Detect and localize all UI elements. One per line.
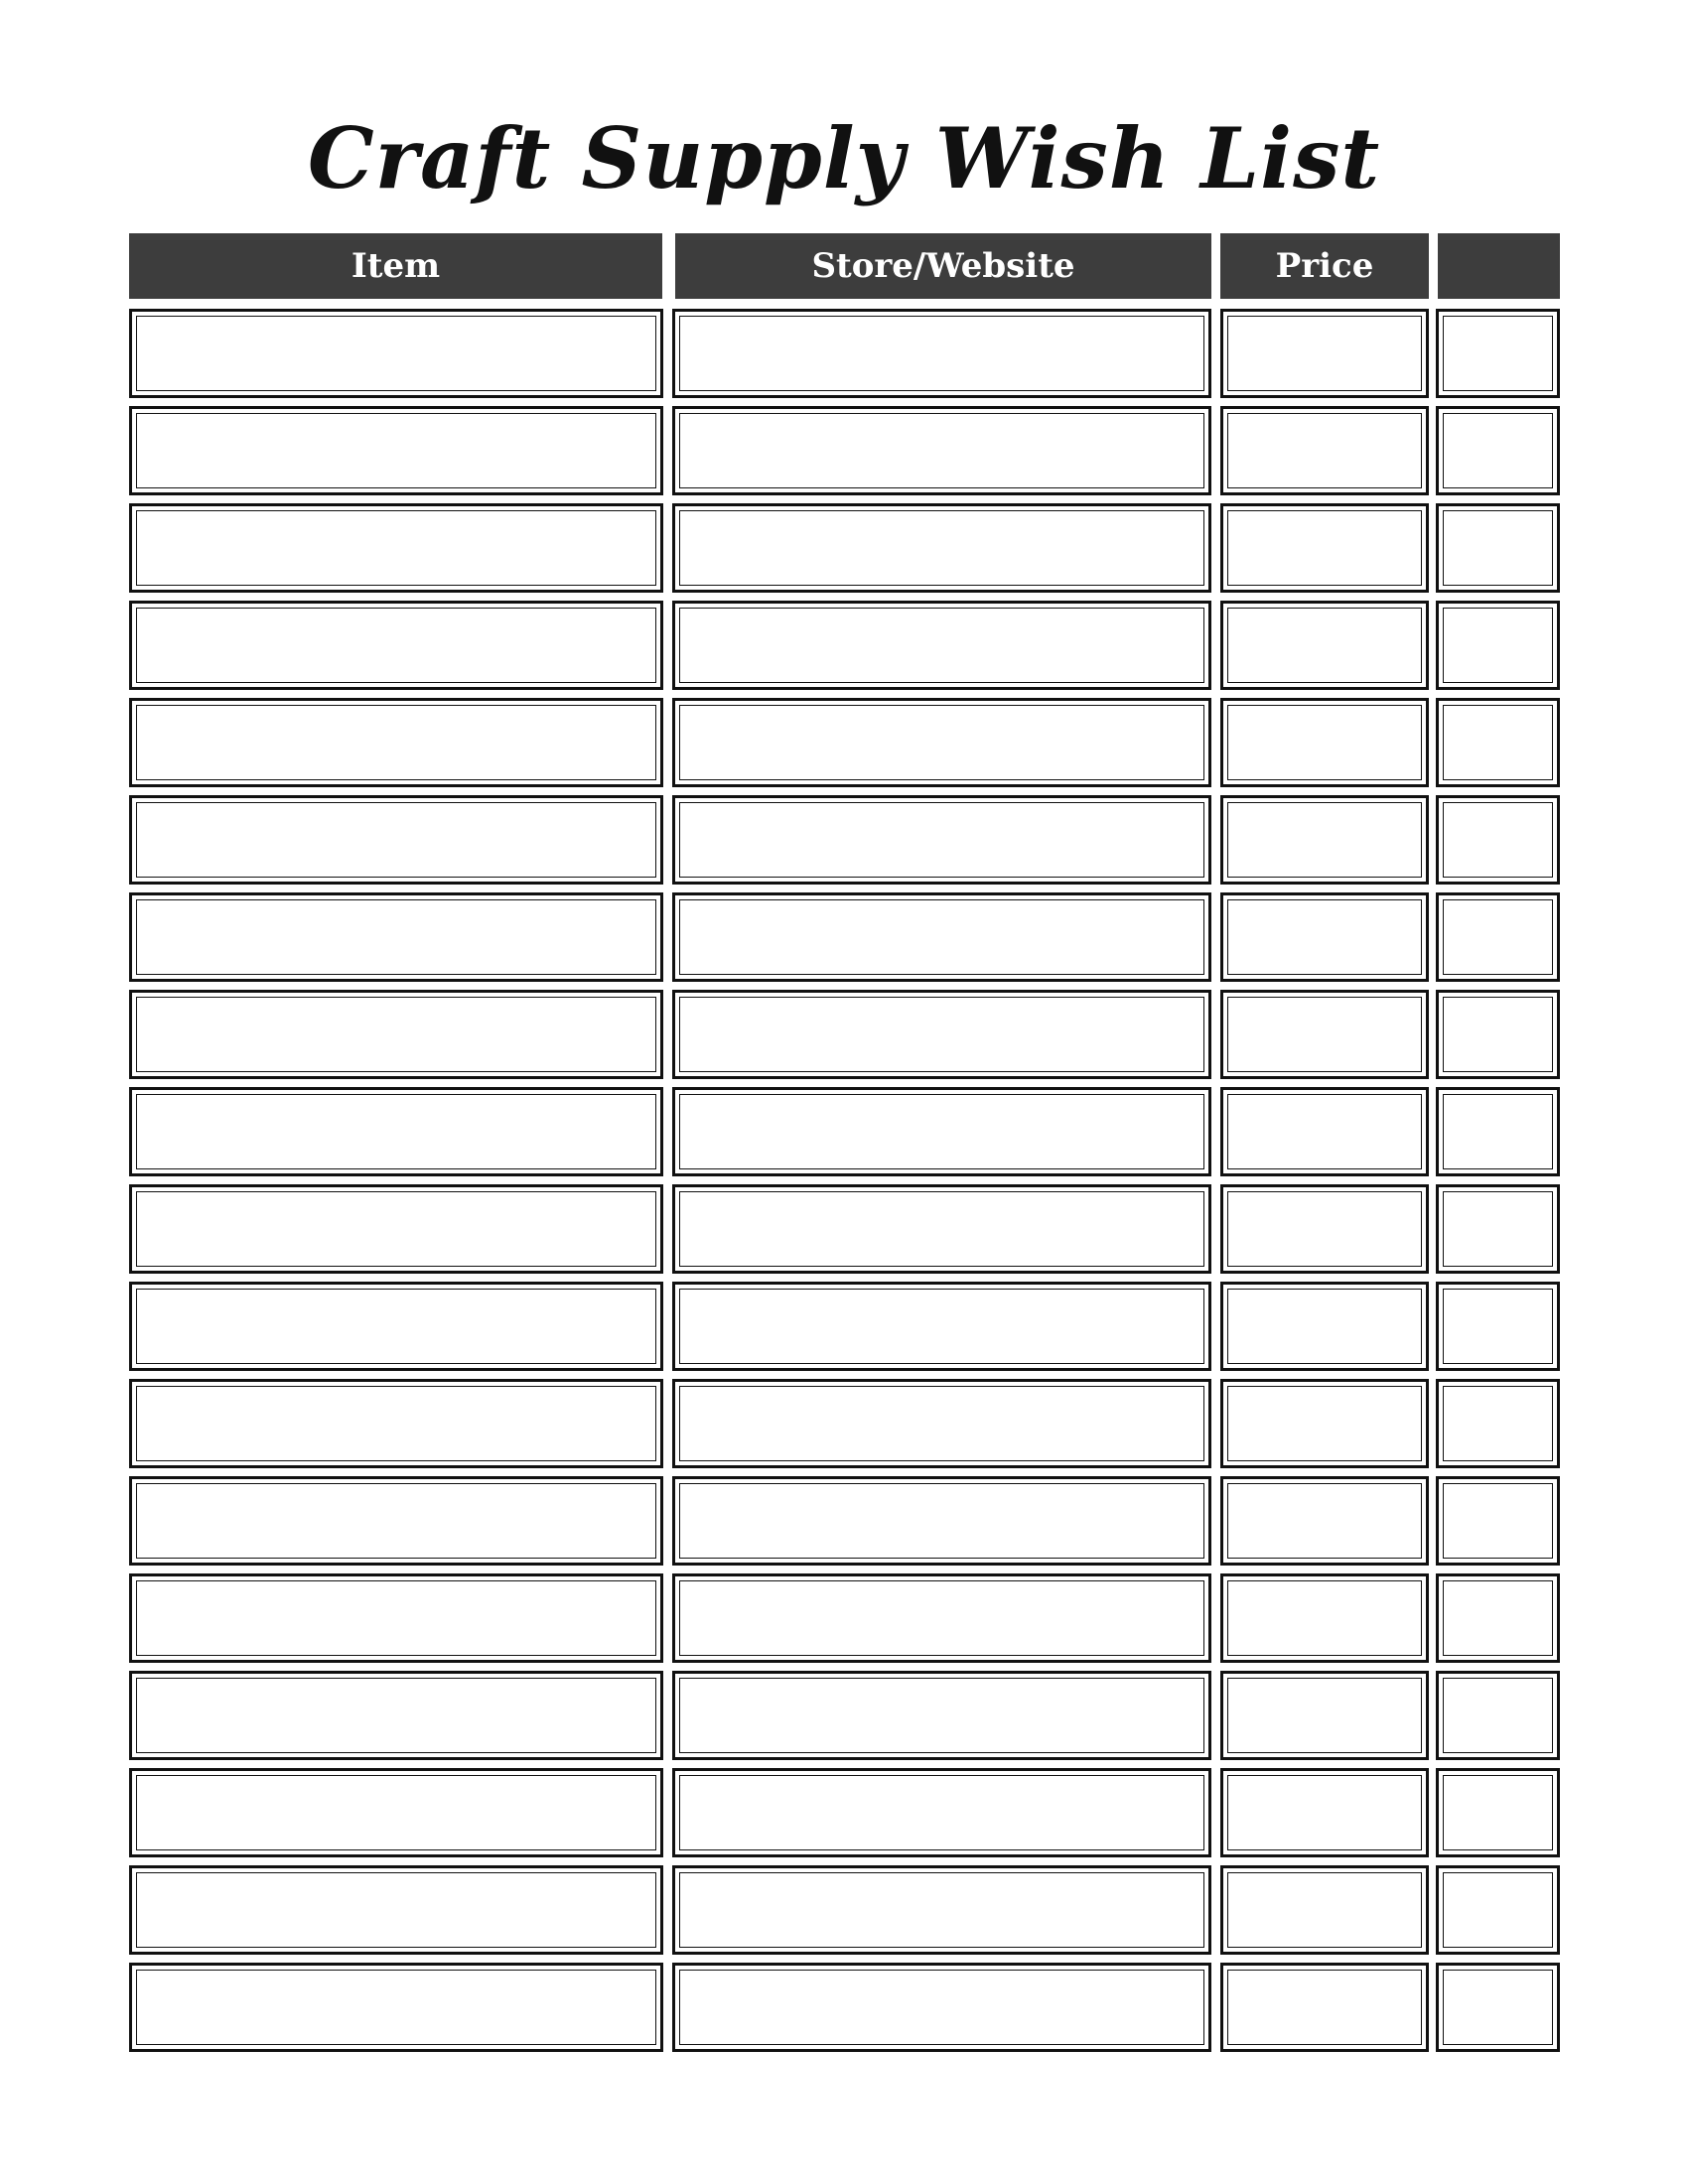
extra-cell: [1436, 1184, 1560, 1274]
extra-cell: [1436, 309, 1560, 398]
extra-cell: [1436, 601, 1560, 690]
price-cell: [1220, 1865, 1429, 1955]
column-header-blank: [1438, 233, 1560, 299]
item-cell: [129, 601, 663, 690]
store-website-cell: [672, 892, 1211, 982]
price-cell: [1220, 698, 1429, 787]
price-cell: [1220, 1768, 1429, 1857]
item-cell: [129, 1671, 663, 1760]
item-cell: [129, 406, 663, 495]
extra-cell: [1436, 1963, 1560, 2052]
store-website-cell: [672, 1963, 1211, 2052]
store-website-cell: [672, 1087, 1211, 1176]
extra-cell: [1436, 698, 1560, 787]
extra-cell: [1436, 1379, 1560, 1468]
item-cell: [129, 309, 663, 398]
store-website-cell: [672, 698, 1211, 787]
item-cell: [129, 1476, 663, 1566]
price-cell: [1220, 503, 1429, 593]
store-website-cell: [672, 601, 1211, 690]
item-cell: [129, 1282, 663, 1371]
item-cell: [129, 1865, 663, 1955]
store-website-cell: [672, 406, 1211, 495]
item-cell: [129, 503, 663, 593]
price-cell: [1220, 1573, 1429, 1663]
price-cell: [1220, 892, 1429, 982]
item-cell: [129, 1184, 663, 1274]
item-cell: [129, 795, 663, 885]
store-website-cell: [672, 1573, 1211, 1663]
column-header-item: Item: [129, 233, 662, 299]
extra-cell: [1436, 1768, 1560, 1857]
store-website-cell: [672, 1282, 1211, 1371]
store-website-cell: [672, 1379, 1211, 1468]
extra-cell: [1436, 1671, 1560, 1760]
store-website-cell: [672, 1476, 1211, 1566]
price-cell: [1220, 1476, 1429, 1566]
extra-cell: [1436, 1476, 1560, 1566]
price-cell: [1220, 795, 1429, 885]
price-cell: [1220, 1087, 1429, 1176]
price-cell: [1220, 990, 1429, 1079]
price-cell: [1220, 1963, 1429, 2052]
extra-cell: [1436, 503, 1560, 593]
extra-cell: [1436, 990, 1560, 1079]
store-website-cell: [672, 1184, 1211, 1274]
price-cell: [1220, 1184, 1429, 1274]
item-cell: [129, 1087, 663, 1176]
column-header-store-website: Store/Website: [675, 233, 1211, 299]
store-website-cell: [672, 1865, 1211, 1955]
price-cell: [1220, 1379, 1429, 1468]
store-website-cell: [672, 795, 1211, 885]
item-cell: [129, 990, 663, 1079]
item-cell: [129, 1963, 663, 2052]
store-website-cell: [672, 990, 1211, 1079]
price-cell: [1220, 601, 1429, 690]
extra-cell: [1436, 892, 1560, 982]
extra-cell: [1436, 1865, 1560, 1955]
item-cell: [129, 698, 663, 787]
item-cell: [129, 892, 663, 982]
page-title: Craft Supply Wish List: [307, 109, 1381, 207]
store-website-cell: [672, 1671, 1211, 1760]
store-website-cell: [672, 1768, 1211, 1857]
column-header-price: Price: [1220, 233, 1429, 299]
item-cell: [129, 1768, 663, 1857]
extra-cell: [1436, 1282, 1560, 1371]
price-cell: [1220, 1671, 1429, 1760]
extra-cell: [1436, 1573, 1560, 1663]
price-cell: [1220, 1282, 1429, 1371]
store-website-cell: [672, 503, 1211, 593]
extra-cell: [1436, 1087, 1560, 1176]
extra-cell: [1436, 406, 1560, 495]
item-cell: [129, 1379, 663, 1468]
store-website-cell: [672, 309, 1211, 398]
price-cell: [1220, 309, 1429, 398]
item-cell: [129, 1573, 663, 1663]
extra-cell: [1436, 795, 1560, 885]
price-cell: [1220, 406, 1429, 495]
